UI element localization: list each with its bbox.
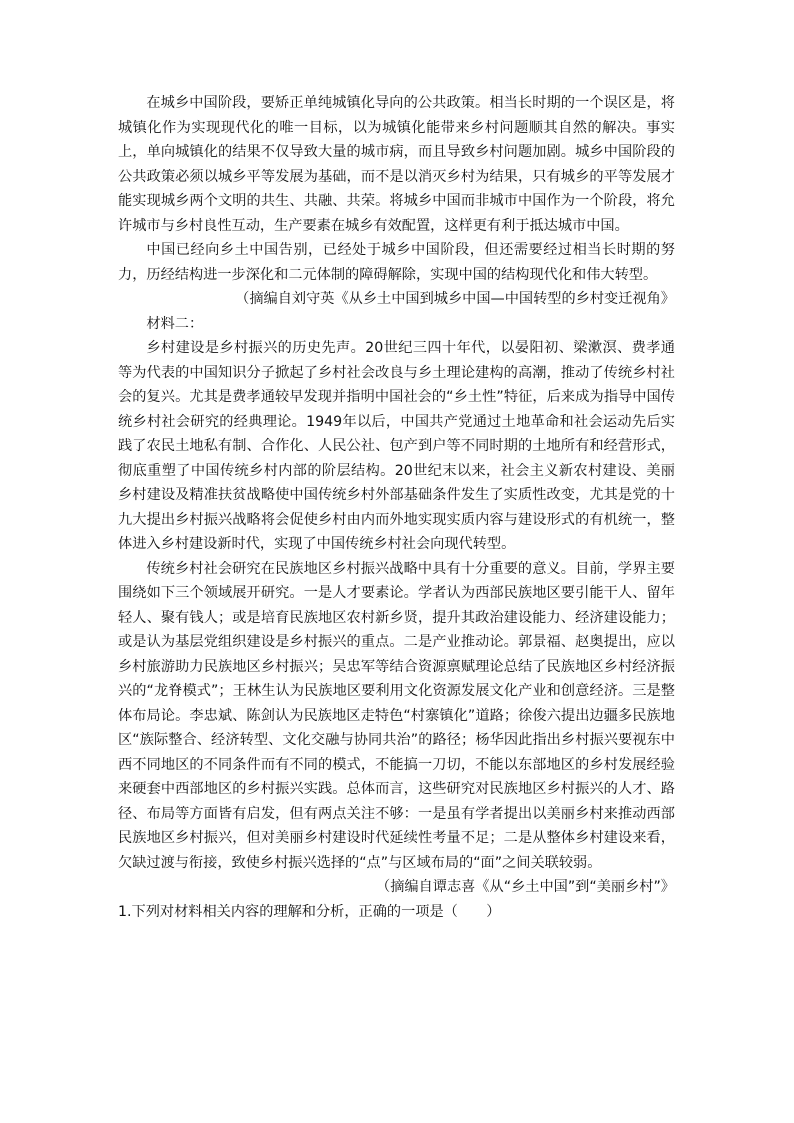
paragraph-ethnic-region-research: 传统乡村社会研究在民族地区乡村振兴战略中具有十分重要的意义。目前，学界主要围绕如下三个领域展开研究。一是人才要素论。学者认为西部民族地区要引能干人、留年轻人、聚有钱人；或是培育民族地区农村新乡贤，提升其政治建设能力、经济建设能力；或是认为基层党组织建设是乡村振兴的重点。二是产业推动论。郭景福、赵奥提出，应以乡村旅游助力民族地区乡村振兴；吴忠军等结合资源禀赋理论总结了民族地区乡村经济振兴的“龙脊模式”；王林生认为民族地区要利用文化资源发展文化产业和创意经济。三是整体布局论。李忠斌、陈剑认为民族地区走特色“村寨镇化”道路；徐俊六提出边疆多民族地区“族际整合、经济转型、文化交融与协同共治”的路径；杨华因此指出乡村振兴要视东中西不同地区的不同条件而有不同的模式，不能搞一刀切，不能以东部地区的乡村发展经验来硬套中西部地区的乡村振兴实践。总体而言，这些研究对民族地区乡村振兴的人才、路径、布局等方面皆有启发，但有两点关注不够：一是虽有学者提出以美丽乡村来推动西部民族地区乡村振兴，但对美丽乡村建设时代延续性考量不足；二是从整体乡村建设来看，欠缺过渡与衔接，致使乡村振兴选择的“点”与区域布局的“面”之间关联较弱。 <box>118 560 675 871</box>
paragraph-china-transition: 中国已经向乡土中国告别，已经处于城乡中国阶段，但还需要经过相当长时期的努力，历经结构进一步深化和二元体制的障碍解除，实现中国的结构现代化和伟大转型。 <box>118 242 675 283</box>
source-citation-1: （摘编自刘守英《从乡土中国到城乡中国—中国转型的乡村变迁视角》 <box>235 291 675 307</box>
source-citation-2: （摘编自谭志喜《从“乡土中国”到“美丽乡村”》 <box>376 879 675 895</box>
document-page <box>118 91 675 924</box>
material-two-label: 材料二： <box>146 315 204 332</box>
paragraph-urban-rural-policy: 在城乡中国阶段，要矫正单纯城镇化导向的公共政策。相当长时期的一个误区是，将城镇化作为实现现代化的唯一目标，以为城镇化能带来乡村问题顺其自然的解决。事实上，单向城镇化的结果不仅导致大量的城市病，而且导致乡村问题加剧。城乡中国阶段的公共政策必须以城乡平等发展为基础，而不是以消灭乡村为结果，只有城乡的平等发展才能实现城乡两个文明的共生、共融、共荣。将城乡中国而非城市中国作为一个阶段，将允许城市与乡村良性互动，生产要素在城乡有效配置，这样更有利于抵达城市中国。 <box>118 95 675 234</box>
paragraph-rural-construction: 乡村建设是乡村振兴的历史先声。20世纪三四十年代，以晏阳初、梁漱溟、费孝通等为代表的中国知识分子掀起了乡村社会改良与乡土理论建构的高潮，推动了传统乡村社会的复兴。尤其是费孝通较早发现并指明中国社会的“乡土性”特征，后来成为指导中国传统乡村社会研究的经典理论。1949年以后，中国共产党通过土地革命和社会运动先后实践了农民土地私有制、合作化、人民公社、包产到户等不同时期的土地所有和经营形式，彻底重塑了中国传统乡村内部的阶层结构。20世纪末以来，社会主义新农村建设、美丽乡村建设及精准扶贫战略使中国传统乡村外部基础条件发生了实质性改变，尤其是党的十九大提出乡村振兴战略将会促使乡村由内而外地实现实质内容与建设形式的有机统一，整体进入乡村建设新时代，实现了中国传统乡村社会向现代转型。 <box>118 340 675 552</box>
question-1: 1.下列对材料相关内容的理解和分析，正确的一项是（ ） <box>118 903 501 920</box>
